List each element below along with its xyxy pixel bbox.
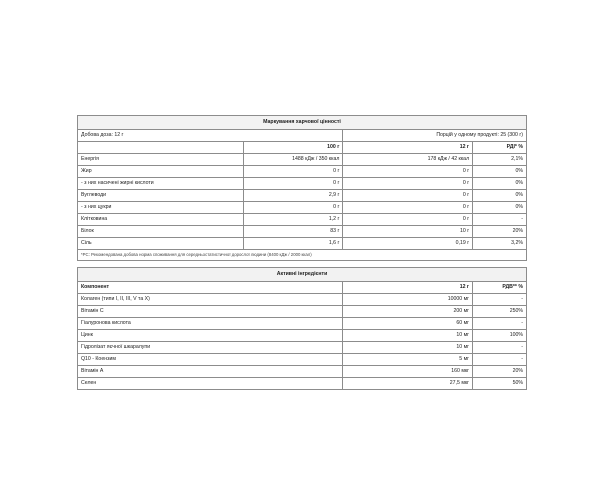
table-cell: 0 г <box>243 178 343 190</box>
table-row <box>78 318 527 330</box>
footnote-row <box>78 250 527 261</box>
header-cell: 12 г <box>343 282 473 294</box>
table-cell: 3,2% <box>473 238 527 250</box>
table-cell: 20% <box>473 226 527 238</box>
table-cell: 0% <box>473 178 527 190</box>
table-cell: 0 г <box>343 214 473 226</box>
table-row <box>78 238 527 250</box>
table-row <box>78 342 527 354</box>
table-row <box>78 178 527 190</box>
table-cell: Колаген (типи I, II, III, V та X) <box>78 294 343 306</box>
table-cell: 0 г <box>343 178 473 190</box>
table-cell: 0 г <box>343 166 473 178</box>
table-cell: 0 г <box>343 190 473 202</box>
table-cell: Клітковина <box>78 214 244 226</box>
table-row <box>78 378 527 390</box>
nutrition-facts-table <box>77 115 527 261</box>
table-cell: 5 мг <box>343 354 473 366</box>
table-row <box>78 366 527 378</box>
table-cell: Гіалуронова кислота <box>78 318 343 330</box>
table-cell: Селен <box>78 378 343 390</box>
header-cell: 100 г <box>243 142 343 154</box>
table-title: Маркування харчової цінності <box>78 116 527 130</box>
table-header-row <box>78 282 527 294</box>
table-cell: Жир <box>78 166 244 178</box>
footnote: *РС: Рекомендована добова норма споживання для середньостатистичної дорослої людини (8400 кДж / 2000 ккал) <box>78 250 527 261</box>
table-cell: 10 мг <box>343 330 473 342</box>
table-cell: Вітамін C <box>78 306 343 318</box>
header-cell <box>78 142 244 154</box>
table-cell: 0% <box>473 202 527 214</box>
table-cell: 178 кДж / 42 ккал <box>343 154 473 166</box>
table-row <box>78 214 527 226</box>
table-cell: 250% <box>473 306 527 318</box>
daily-dose: Добова доза: 12 г <box>78 130 343 142</box>
table-cell: 20% <box>473 366 527 378</box>
table-row <box>78 166 527 178</box>
table-title-row <box>78 268 527 282</box>
servings-per-product: Порцій у одному продукті: 25 (300 г) <box>343 130 527 142</box>
table-cell: 0,19 г <box>343 238 473 250</box>
table-cell: 0% <box>473 190 527 202</box>
table-cell: Енергія <box>78 154 244 166</box>
table-row <box>78 154 527 166</box>
active-rows <box>78 294 527 390</box>
table-cell: 0% <box>473 166 527 178</box>
table-cell: 100% <box>473 330 527 342</box>
header-cell: РДІ* % <box>473 142 527 154</box>
table-cell: 0 г <box>343 202 473 214</box>
table-cell: Білок <box>78 226 244 238</box>
table-cell: Вітамін А <box>78 366 343 378</box>
table-cell: Цинк <box>78 330 343 342</box>
table-row <box>78 226 527 238</box>
table-cell: 1488 кДж / 350 ккал <box>243 154 343 166</box>
table-cell: 27,5 мкг <box>343 378 473 390</box>
serving-info-row <box>78 130 527 142</box>
table-row <box>78 330 527 342</box>
table-row <box>78 294 527 306</box>
table-cell: Q10 - Коензим <box>78 354 343 366</box>
table-cell: 2,9 г <box>243 190 343 202</box>
table-cell: 50% <box>473 378 527 390</box>
nutrition-rows <box>78 154 527 250</box>
table-cell: 0 г <box>243 202 343 214</box>
header-cell: Компонент <box>78 282 343 294</box>
table-row <box>78 202 527 214</box>
table-cell: 10 мг <box>343 342 473 354</box>
table-cell: Сіль <box>78 238 244 250</box>
table-header-row <box>78 142 527 154</box>
table-cell: 160 мкг <box>343 366 473 378</box>
table-cell: Вуглеводи <box>78 190 244 202</box>
active-ingredients-table <box>77 267 527 390</box>
table-row <box>78 190 527 202</box>
table-cell: - <box>473 342 527 354</box>
table-cell: 1,2 г <box>243 214 343 226</box>
table-cell: - <box>473 354 527 366</box>
table-cell: - з них насичені жирні кислоти <box>78 178 244 190</box>
table-row <box>78 306 527 318</box>
table-cell: 83 г <box>243 226 343 238</box>
table-title: Активні інгредієнти <box>78 268 527 282</box>
table-cell: - з них цукри <box>78 202 244 214</box>
table-title-row <box>78 116 527 130</box>
table-cell: 10 г <box>343 226 473 238</box>
table-cell: 0 г <box>243 166 343 178</box>
table-cell: 1,6 г <box>243 238 343 250</box>
table-cell: 10000 мг <box>343 294 473 306</box>
header-cell: РДВ** % <box>473 282 527 294</box>
table-row <box>78 354 527 366</box>
table-cell: 200 мг <box>343 306 473 318</box>
table-cell: - <box>473 318 527 330</box>
table-cell: - <box>473 214 527 226</box>
table-cell: Гідролізат яєчної шкаралупи <box>78 342 343 354</box>
header-cell: 12 г <box>343 142 473 154</box>
table-cell: - <box>473 294 527 306</box>
table-cell: 2,1% <box>473 154 527 166</box>
table-cell: 60 мг <box>343 318 473 330</box>
